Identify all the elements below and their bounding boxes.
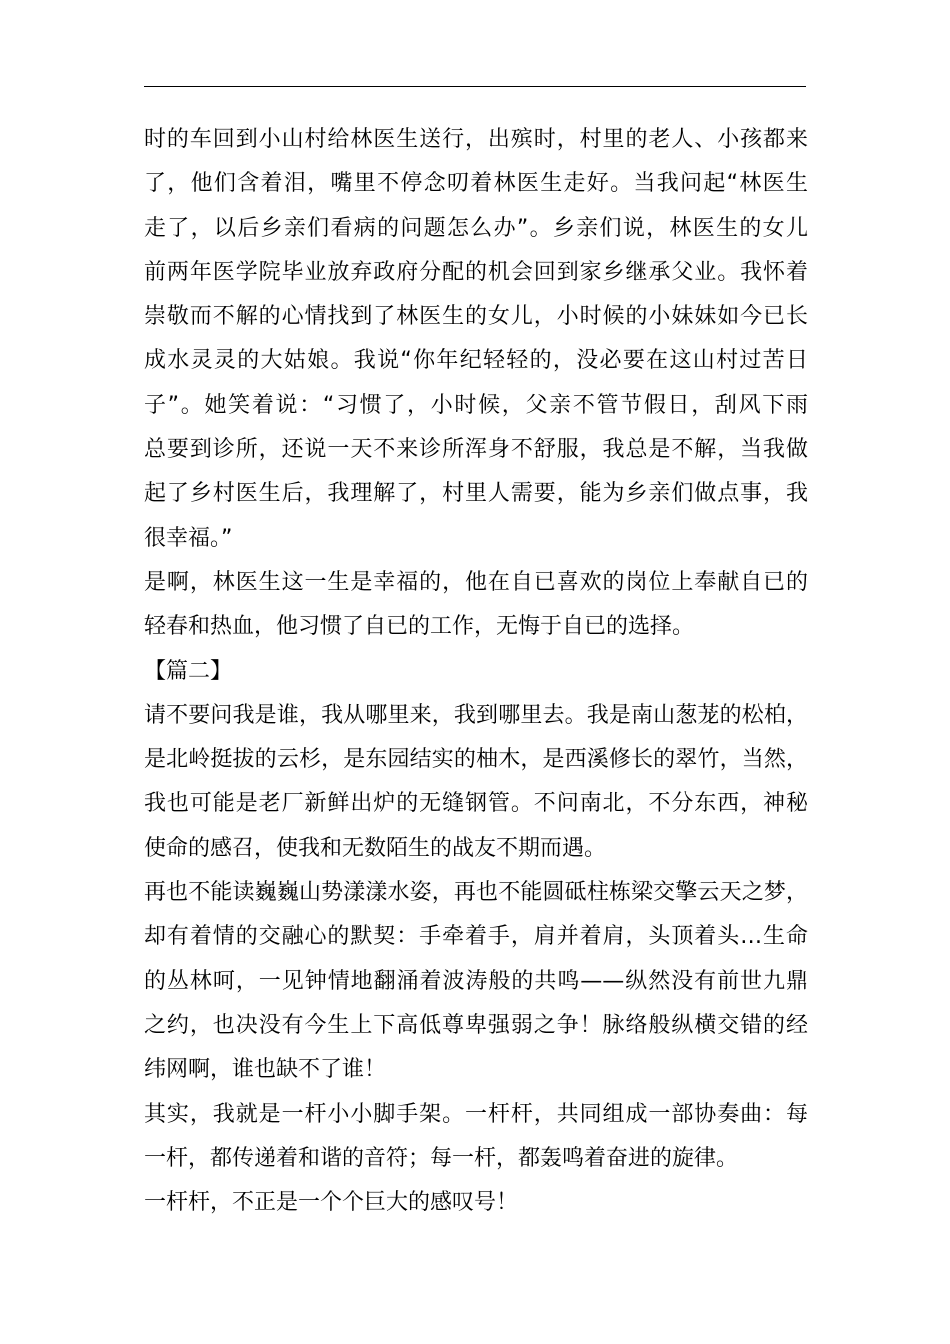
- text-line: 很幸福。”: [144, 525, 233, 551]
- text-line: 其实，我就是一杆小小脚手架。一杆杆，共同组成一部协奏曲：每: [144, 1101, 808, 1127]
- text-line: 请不要问我是谁，我从哪里来，我到哪里去。我是南山葱茏的松柏，: [144, 702, 808, 728]
- text-line: 一杆杆，不正是一个个巨大的感叹号！: [144, 1190, 519, 1216]
- text-line: 之约，也决没有今生上下高低尊卑强弱之争！脉络般纵横交错的经: [144, 1012, 808, 1038]
- text-line: 使命的感召，使我和无数陌生的战友不期而遇。: [144, 835, 607, 861]
- text-line: 却有着情的交融心的默契：手牵着手，肩并着肩，头顶着头…生命: [144, 924, 808, 950]
- text-line: 轻春和热血，他习惯了自已的工作，无悔于自已的选择。: [144, 614, 695, 640]
- text-line: 是啊，林医生这一生是幸福的，他在自已喜欢的岗位上奉献自已的: [144, 569, 808, 595]
- document-body: [144, 118, 808, 1225]
- text-line: 总要到诊所，还说一天不来诊所浑身不舒服，我总是不解，当我做: [144, 437, 808, 463]
- section-heading: 【篇二】: [144, 658, 233, 684]
- text-line: 是北岭挺拔的云杉，是东园结实的柚木，是西溪修长的翠竹，当然，: [144, 747, 808, 773]
- text-line: 纬网啊，谁也缺不了谁！: [144, 1057, 387, 1083]
- text-line: 起了乡村医生后，我理解了，村里人需要，能为乡亲们做点事，我: [144, 481, 808, 507]
- text-line: 一杆，都传递着和谐的音符；每一杆，都轰鸣着奋进的旋律。: [144, 1145, 739, 1171]
- text-line: 我也可能是老厂新鲜出炉的无缝钢管。不问南北，不分东西，神秘: [144, 791, 808, 817]
- text-line: 的丛林呵，一见钟情地翻涌着波涛般的共鸣——纵然没有前世九鼎: [144, 968, 808, 994]
- text-line: 走了，以后乡亲们看病的问题怎么办”。乡亲们说，林医生的女儿: [144, 215, 808, 241]
- header-divider: [144, 86, 806, 87]
- text-line: 了，他们含着泪，嘴里不停念叨着林医生走好。当我问起“林医生: [144, 171, 808, 197]
- text-line: 子”。她笑着说：“习惯了，小时候，父亲不管节假日，刮风下雨: [144, 392, 808, 418]
- text-line: 成水灵灵的大姑娘。我说“你年纪轻轻的，没必要在这山村过苦日: [144, 348, 808, 374]
- text-line: 崇敬而不解的心情找到了林医生的女儿，小时候的小妹妹如今已长: [144, 304, 808, 330]
- text-line: 时的车回到小山村给林医生送行，出殡时，村里的老人、小孩都来: [144, 127, 808, 152]
- text-line: 再也不能读巍巍山势漾漾水姿，再也不能圆砥柱栋梁交擎云天之梦，: [144, 880, 808, 906]
- text-line: 前两年医学院毕业放弃政府分配的机会回到家乡继承父业。我怀着: [144, 259, 808, 285]
